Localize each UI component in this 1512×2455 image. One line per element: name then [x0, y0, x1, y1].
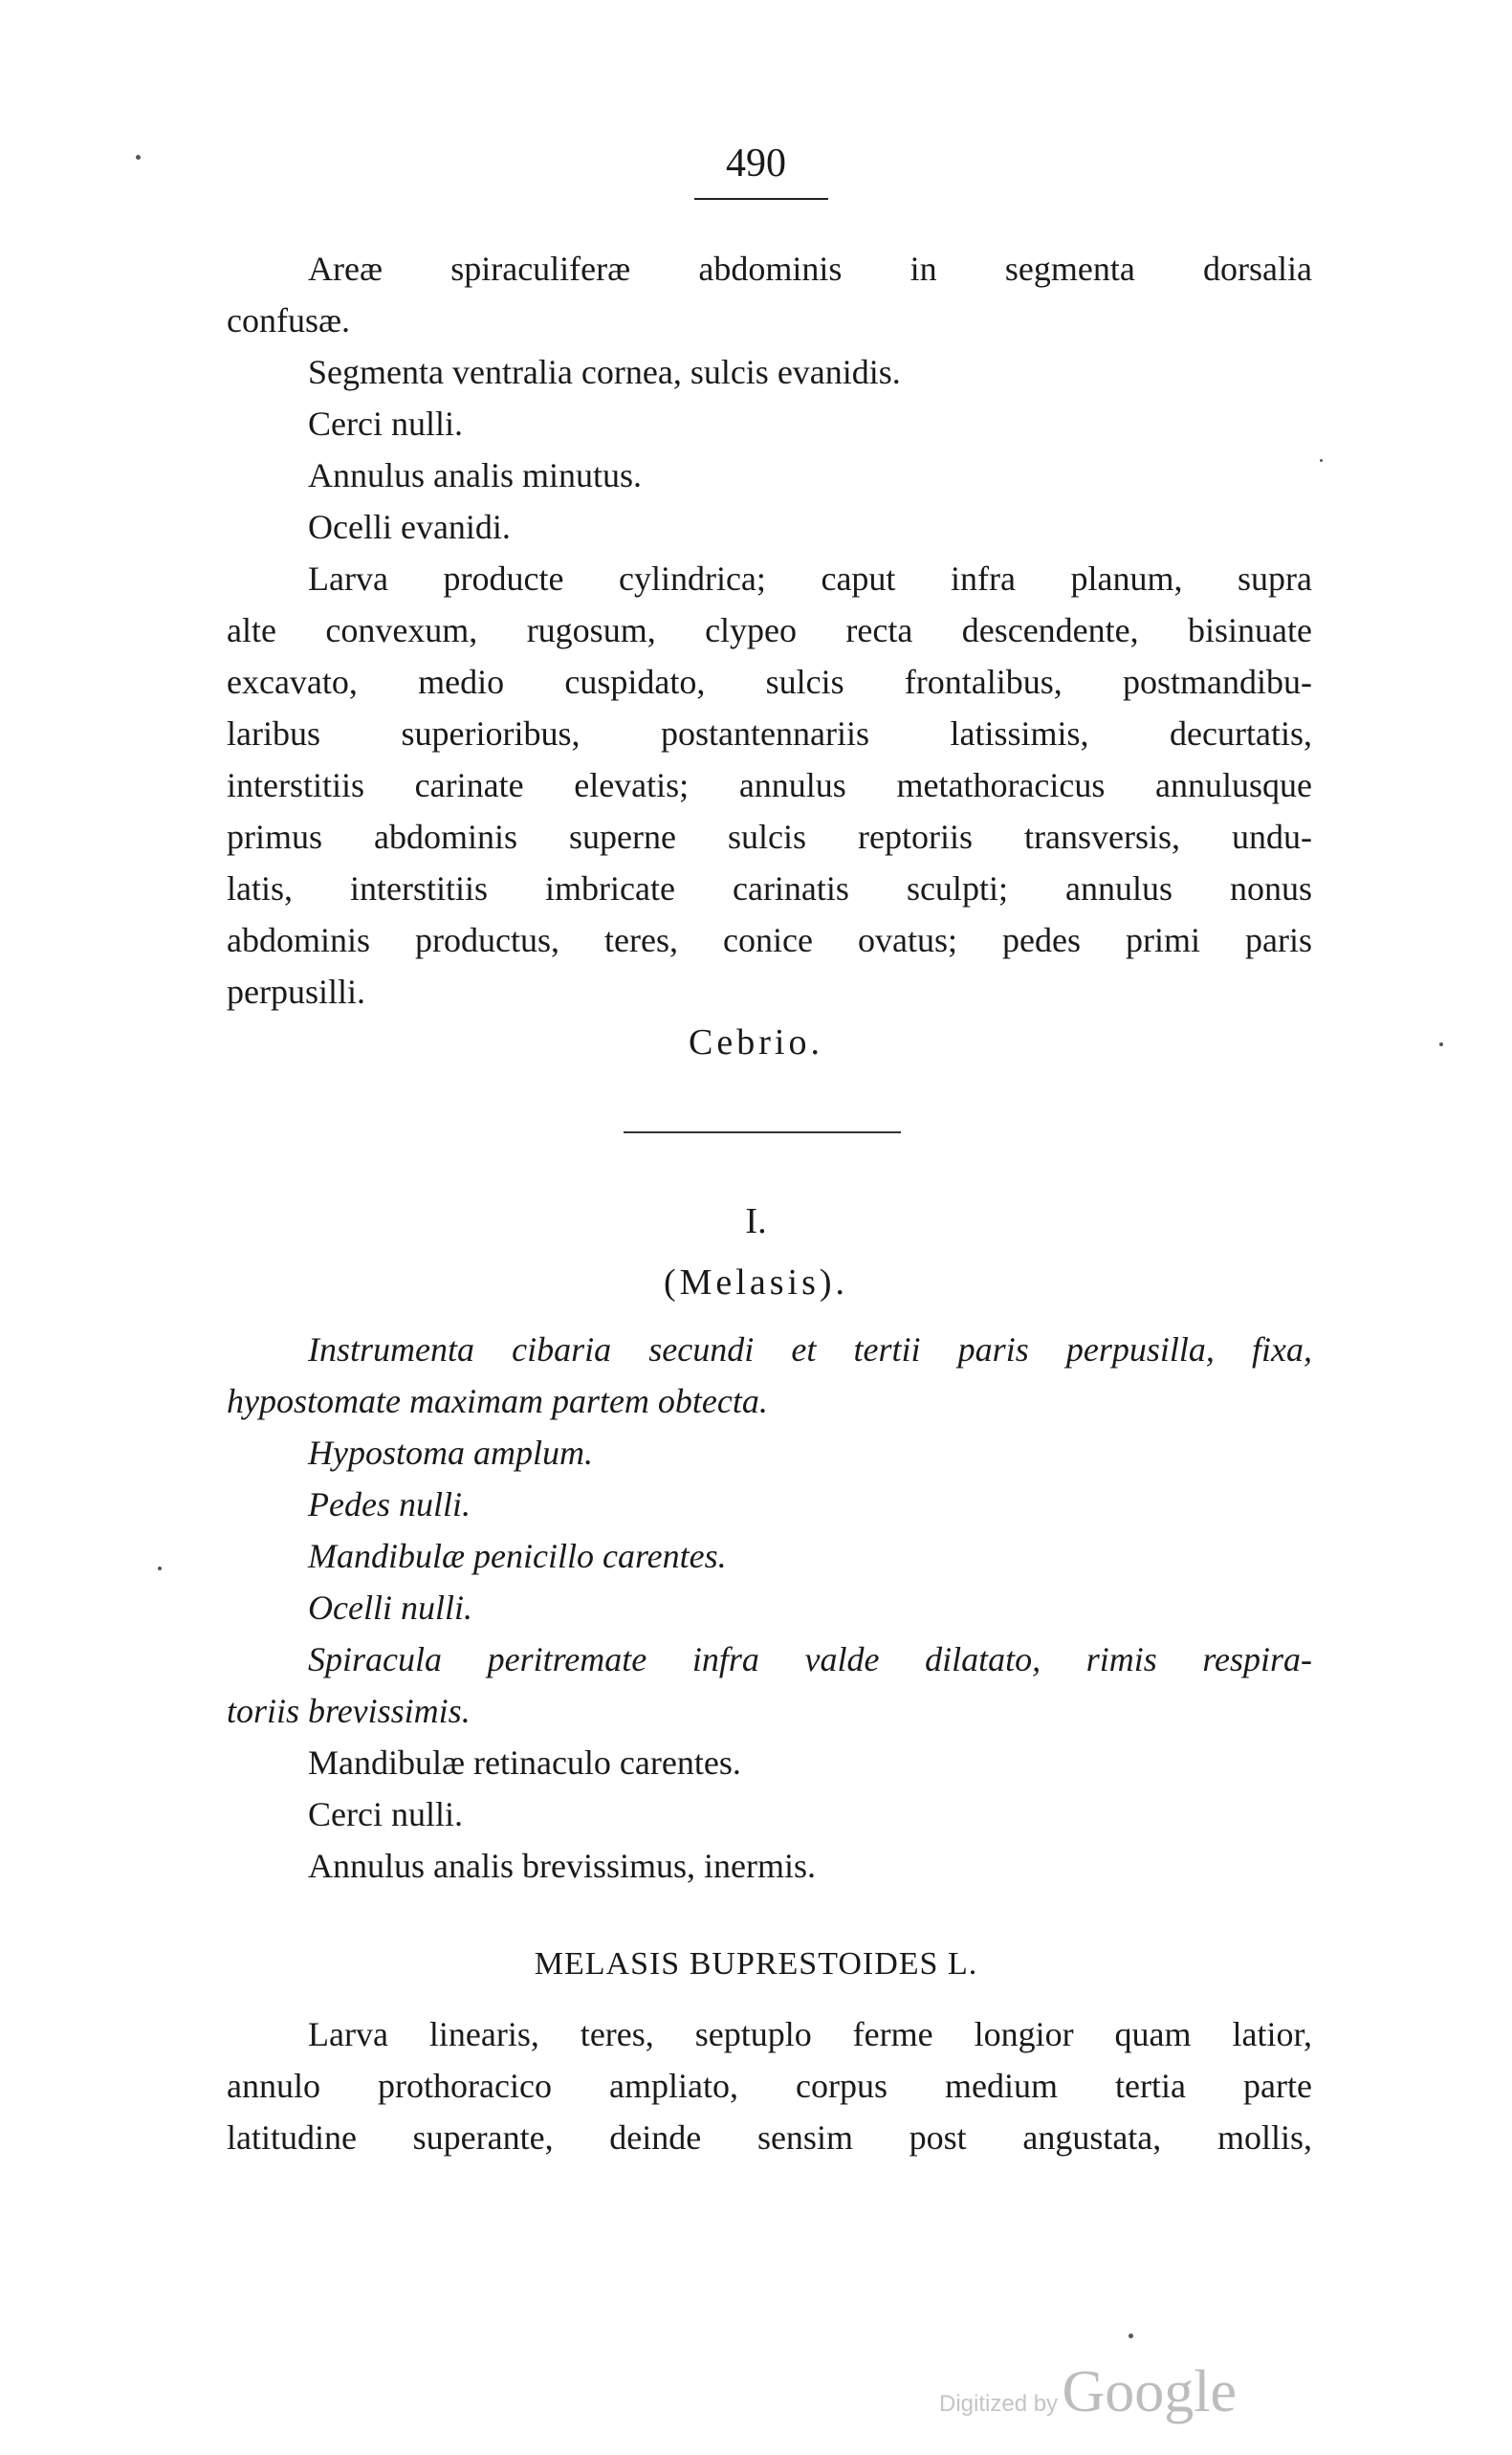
text-line: interstitiis carinate elevatis; annulus metathoracicus annulusque — [227, 766, 1312, 804]
google-logo: Google — [1062, 2359, 1238, 2424]
scan-speck — [158, 1567, 162, 1570]
genus-name: Cebrio. — [689, 1022, 823, 1063]
scan-speck — [1320, 459, 1323, 462]
digitized-watermark — [939, 2359, 1238, 2424]
text-line: Areæ spiraculiferæ abdominis in segmenta dorsalia — [308, 250, 1312, 288]
page-number-rule — [694, 198, 828, 200]
text-line: Mandibulæ retinaculo carentes. — [308, 1743, 741, 1782]
text-line: Hypostoma amplum. — [308, 1434, 593, 1472]
text-line: abdominis productus, teres, conice ovatus; pedes primi paris — [227, 921, 1312, 959]
text-line: latis, interstitiis imbricate carinatis sculpti; annulus nonus — [227, 869, 1312, 908]
text-line: Annulus analis minutus. — [308, 456, 642, 494]
text-line: Instrumenta cibaria secundi et tertii paris perpusilla, fixa, — [308, 1330, 1312, 1369]
scan-speck — [1129, 2334, 1133, 2338]
text-line: Cerci nulli. — [308, 405, 463, 443]
text-line: Ocelli nulli. — [308, 1589, 472, 1627]
text-line: Pedes nulli. — [308, 1485, 471, 1523]
text-line: Cerci nulli. — [308, 1795, 463, 1833]
text-line: Larva linearis, teres, septuplo ferme longior quam latior, — [308, 2015, 1312, 2053]
text-line: Segmenta ventralia cornea, sulcis evanidis. — [308, 353, 901, 391]
text-line: latitudine superante, deinde sensim post angustata, mollis, — [227, 2118, 1312, 2157]
text-line: Annulus analis brevissimus, inermis. — [308, 1847, 816, 1885]
page-number: 490 — [726, 142, 786, 186]
section-numeral: I. — [745, 1201, 767, 1241]
scan-speck — [1439, 1042, 1443, 1046]
text-line: Mandibulæ penicillo carentes. — [308, 1537, 727, 1575]
text-line: toriis brevissimis. — [227, 1692, 471, 1730]
species-heading: MELASIS BUPRESTOIDES L. — [534, 1946, 978, 1982]
text-line: Larva producte cylindrica; caput infra planum, supra — [308, 559, 1312, 598]
text-line: alte convexum, rugosum, clypeo recta descendente, bisinuate — [227, 611, 1312, 649]
watermark-prefix: Digitized by — [939, 2391, 1059, 2417]
section-genus: (Melasis). — [663, 1262, 849, 1303]
text-line: hypostomate maximam partem obtecta. — [227, 1382, 768, 1420]
text-line: primus abdominis superne sulcis reptoriis transversis, undu- — [227, 818, 1312, 856]
text-line: Spiracula peritremate infra valde dilatato, rimis respira- — [308, 1640, 1312, 1678]
text-line: annulo prothoracico ampliato, corpus medium tertia parte — [227, 2067, 1312, 2105]
text-line: perpusilli. — [227, 973, 365, 1011]
text-line: excavato, medio cuspidato, sulcis frontalibus, postmandibu- — [227, 663, 1312, 701]
text-line: Ocelli evanidi. — [308, 508, 511, 546]
scan-speck — [136, 155, 141, 160]
text-line: laribus superioribus, postantennariis latissimis, decurtatis, — [227, 714, 1312, 753]
section-separator — [624, 1131, 901, 1133]
text-line: confusæ. — [227, 301, 350, 340]
